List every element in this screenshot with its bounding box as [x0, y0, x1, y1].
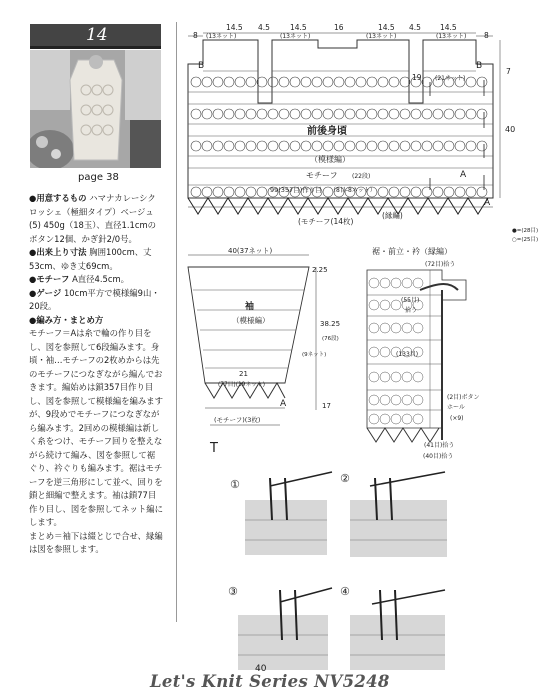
- step-1: [230, 472, 332, 555]
- svg-text:19: 19: [412, 73, 422, 82]
- motif-circle: [369, 278, 379, 288]
- motif-circle: [369, 414, 379, 424]
- marker-b-right: B: [476, 61, 483, 71]
- dim-top-4: 16: [334, 23, 344, 32]
- stray-mark: T: [210, 441, 218, 456]
- note-finishing: まとめ＝袖下は綴とじで合せ、縁編は図を参照します。: [29, 530, 163, 554]
- motif-label: モチーフ: [306, 171, 338, 180]
- motif-circle: [367, 109, 377, 119]
- svg-text:(9ネット): (9ネット): [302, 352, 327, 358]
- motif-circle: [334, 109, 344, 119]
- motif-circle: [400, 187, 410, 197]
- svg-text:(72目)拾う: (72目)拾う: [425, 261, 456, 268]
- svg-text:④: ④: [340, 585, 350, 598]
- motif-circle: [323, 77, 333, 87]
- motif-circle: [369, 300, 379, 310]
- dim-top-2: 4.5: [258, 23, 270, 32]
- svg-text:(13ネット): (13ネット): [206, 33, 237, 40]
- svg-text:A: A: [280, 399, 287, 409]
- motif-circle: [224, 187, 234, 197]
- note-motif: ●モチーフ A直径4.5cm。: [29, 274, 130, 284]
- motif-count: (モチーフ(14枚): [298, 217, 354, 226]
- motif-circle: [455, 109, 465, 119]
- motif-circle: [422, 141, 432, 151]
- motif-circle: [202, 77, 212, 87]
- motif-circle: [191, 141, 201, 151]
- dim-top-3: 14.5: [290, 23, 307, 32]
- motif-circle: [268, 77, 278, 87]
- motif-circle: [411, 141, 421, 151]
- note-method-heading: ●編み方・まとめ方: [29, 314, 104, 325]
- motif-circle: [224, 141, 234, 151]
- motif-circle: [477, 187, 487, 197]
- motif-circle: [444, 141, 454, 151]
- svg-text:(モチーフ)(3枚): (モチーフ)(3枚): [214, 416, 261, 424]
- step-illustrations: [228, 472, 447, 670]
- svg-text:(13ネット): (13ネット): [280, 33, 311, 40]
- dim-top-1: 14.5: [226, 23, 243, 32]
- motif-circle: [444, 109, 454, 119]
- motif-circle: [334, 141, 344, 151]
- motif-circle: [411, 187, 421, 197]
- motif-circle: [369, 372, 379, 382]
- chain-label: 99(357目)作り目: [270, 186, 322, 194]
- svg-text:(21ネット): (21ネット): [435, 75, 466, 82]
- svg-text:①: ①: [230, 478, 240, 491]
- motif-circle: [202, 187, 212, 197]
- motif-circle: [290, 141, 300, 151]
- motif-circle: [466, 187, 476, 197]
- motif-circle: [345, 77, 355, 87]
- note-finished-size: ●出来上り寸法 胸囲100cm、丈53cm、ゆき丈69cm。: [29, 247, 152, 271]
- svg-text:40(37ネット): 40(37ネット): [228, 247, 273, 255]
- motif-circle: [378, 141, 388, 151]
- svg-text:(×9): (×9): [450, 415, 464, 422]
- motif-circle: [279, 77, 289, 87]
- motif-circle: [455, 141, 465, 151]
- motif-circle: [380, 372, 390, 382]
- motif-circle: [477, 109, 487, 119]
- note-materials: ●用意するもの ハマナカレーシクロッシェ（極細タイプ）ベージュ(5) 450g（18玉）、直径1.1cmのボタン12個、かぎ針2/0号。: [29, 193, 156, 244]
- motif-circle: [433, 187, 443, 197]
- page-number: 40: [255, 664, 267, 674]
- motif-circle: [369, 347, 379, 357]
- motif-circle: [301, 109, 311, 119]
- dim-top-6: 4.5: [409, 23, 421, 32]
- dim-top-5: 14.5: [378, 23, 395, 32]
- motif-circle: [235, 187, 245, 197]
- motif-circle: [413, 323, 423, 333]
- motif-circle: [191, 109, 201, 119]
- motif-circle: [466, 141, 476, 151]
- motif-circle: [202, 109, 212, 119]
- motif-circle: [312, 77, 322, 87]
- motif-circle: [246, 109, 256, 119]
- svg-text:(2目)ボタン: (2目)ボタン: [447, 394, 480, 401]
- svg-text:(133目): (133目): [396, 351, 419, 358]
- svg-text:17: 17: [322, 402, 331, 410]
- svg-text:(13ネット): (13ネット): [436, 33, 467, 40]
- motif-circle: [323, 141, 333, 151]
- motif-circle: [334, 77, 344, 87]
- motif-circle: [402, 323, 412, 333]
- motif-circle: [433, 109, 443, 119]
- motif-circle: [378, 77, 388, 87]
- motif-circle: [391, 414, 401, 424]
- motif-circle: [391, 395, 401, 405]
- motif-circle: [257, 109, 267, 119]
- svg-text:A: A: [484, 198, 491, 208]
- svg-text:7: 7: [506, 67, 511, 76]
- motif-circle: [257, 141, 267, 151]
- body-title: 前後身頃: [307, 126, 347, 137]
- motif-circle: [246, 77, 256, 87]
- motif-circle: [213, 141, 223, 151]
- motif-circle: [378, 109, 388, 119]
- dim-left: 8: [193, 31, 198, 40]
- svg-text:②: ②: [340, 472, 350, 485]
- motif-circle: [402, 372, 412, 382]
- motif-circle: [290, 109, 300, 119]
- motif-circle: [380, 323, 390, 333]
- svg-text:(13ネット): (13ネット): [366, 33, 397, 40]
- motif-circle: [191, 77, 201, 87]
- motif-circle: [477, 77, 487, 87]
- svg-text:(41目)拾う: (41目)拾う: [424, 442, 455, 449]
- motif-circle: [378, 187, 388, 197]
- motif-circle: [235, 141, 245, 151]
- motif-circle: [391, 323, 401, 333]
- motif-circle: [422, 109, 432, 119]
- svg-text:○=(25目): ○=(25目): [512, 237, 539, 243]
- svg-text:(55目): (55目): [401, 297, 420, 304]
- step-4: [340, 585, 445, 670]
- svg-text:(40目)拾う: (40目)拾う: [423, 453, 454, 460]
- motif-circle: [369, 395, 379, 405]
- svg-text:(77目)(19ネット): (77目)(19ネット): [218, 382, 265, 388]
- motif-circle: [312, 141, 322, 151]
- step-3: [228, 585, 332, 670]
- motif-circle: [369, 323, 379, 333]
- motif-circle: [279, 109, 289, 119]
- dim-right: 8: [484, 31, 489, 40]
- svg-text:(76段): (76段): [322, 336, 339, 342]
- motif-circle: [213, 109, 223, 119]
- edging-label: (縁編): [382, 211, 403, 220]
- motif-circle: [391, 278, 401, 288]
- sleeve-diagram: [188, 255, 316, 425]
- step-2: [340, 472, 447, 557]
- motif-circle: [356, 77, 366, 87]
- motif-circle: [411, 109, 421, 119]
- motif-circle: [413, 414, 423, 424]
- motif-circle: [279, 141, 289, 151]
- note-gauge: ●ゲージ 10cm平方で模様編9山・20段。: [29, 287, 160, 311]
- motif-circle: [380, 414, 390, 424]
- motif-circle: [301, 141, 311, 151]
- marker-b-left: B: [198, 61, 205, 71]
- motif-circle: [433, 141, 443, 151]
- motif-circle: [389, 187, 399, 197]
- motif-circle: [402, 414, 412, 424]
- motif-circle: [444, 187, 454, 197]
- motif-circle: [345, 109, 355, 119]
- motif-circle: [345, 141, 355, 151]
- dim-top-7: 14.5: [440, 23, 457, 32]
- motif-circle: [268, 141, 278, 151]
- body-labels: [193, 23, 538, 243]
- motif-circle: [380, 347, 390, 357]
- motif-circle: [312, 109, 322, 119]
- motif-circle: [235, 109, 245, 119]
- photo-page-reference: page 38: [78, 172, 119, 183]
- motif-circle: [380, 278, 390, 288]
- motif-circle: [356, 109, 366, 119]
- motif-circle: [402, 278, 412, 288]
- motif-circle: [224, 77, 234, 87]
- motif-circle: [402, 395, 412, 405]
- series-brand: Let's Knit Series NV5248: [150, 672, 390, 691]
- motif-circle: [389, 77, 399, 87]
- motif-circle: [391, 300, 401, 310]
- motif-circle: [301, 77, 311, 87]
- motif-circle: [191, 187, 201, 197]
- svg-text:21: 21: [239, 370, 248, 378]
- motif-circle: [391, 372, 401, 382]
- motif-circle: [466, 109, 476, 119]
- svg-text:③: ③: [228, 585, 238, 598]
- motif-circle: [246, 187, 256, 197]
- svg-text:拾う: 拾う: [405, 307, 418, 314]
- motif-circle: [389, 109, 399, 119]
- motif-circle: [367, 141, 377, 151]
- motif-circle: [413, 395, 423, 405]
- pattern-number: 14: [86, 25, 108, 45]
- motif-circle: [400, 109, 410, 119]
- motif-circle: [224, 109, 234, 119]
- motif-circle: [213, 187, 223, 197]
- body-pattern: （模様編）: [310, 155, 350, 164]
- motif-circle: [246, 141, 256, 151]
- motif-circle: [422, 187, 432, 197]
- note-method-body: モチーフ＝Aは糸で輪の作り目をし、図を参照して6段編みます。身頃・袖…モチーフの2枚めからは先のモチーフにつなぎながら編んでおきます。編始めは鎖357目作り目し、図を参照して模様編を編みますが、9段めでモチーフにつなぎながら編みます。2回めの模様編は新しく糸をつけ、モチーフ回りを整えながら続けて編み、図を参照して裾ぐり、衿ぐりも編みます。裾はモチーフを逆三角形にして並べ、回りを鎖と細編で整えます。袖は鎖77目作り目し、図を参照してネット編にします。: [29, 328, 163, 527]
- motif-circle: [400, 141, 410, 151]
- svg-text:（模様編）: （模様編）: [232, 316, 270, 325]
- svg-text:（8目-8ネット）: （8目-8ネット）: [330, 187, 376, 194]
- svg-text:A: A: [460, 170, 467, 180]
- motif-circle: [290, 77, 300, 87]
- motif-circle: [466, 77, 476, 87]
- motif-circle: [367, 77, 377, 87]
- motif-circle: [413, 278, 423, 288]
- motif-circle: [356, 141, 366, 151]
- motif-circle: [389, 141, 399, 151]
- edging-title: 裾・前立・衿（縁編）: [372, 247, 452, 256]
- svg-text:●=(28目): ●=(28目): [512, 228, 539, 234]
- motif-circle: [257, 187, 267, 197]
- motif-circle: [455, 187, 465, 197]
- motif-circle: [213, 77, 223, 87]
- motif-circle: [413, 372, 423, 382]
- svg-text:40: 40: [505, 125, 516, 134]
- svg-text:ホール: ホール: [447, 404, 465, 411]
- motif-circle: [477, 141, 487, 151]
- motif-circle: [380, 395, 390, 405]
- motif-circle: [235, 77, 245, 87]
- svg-text:(22段): (22段): [352, 173, 371, 180]
- sleeve-title: 袖: [245, 302, 255, 312]
- motif-circle: [268, 109, 278, 119]
- svg-text:2.25: 2.25: [312, 266, 328, 274]
- motif-circle: [202, 141, 212, 151]
- motif-circle: [380, 300, 390, 310]
- svg-text:38.25: 38.25: [320, 320, 341, 328]
- motif-circle: [323, 109, 333, 119]
